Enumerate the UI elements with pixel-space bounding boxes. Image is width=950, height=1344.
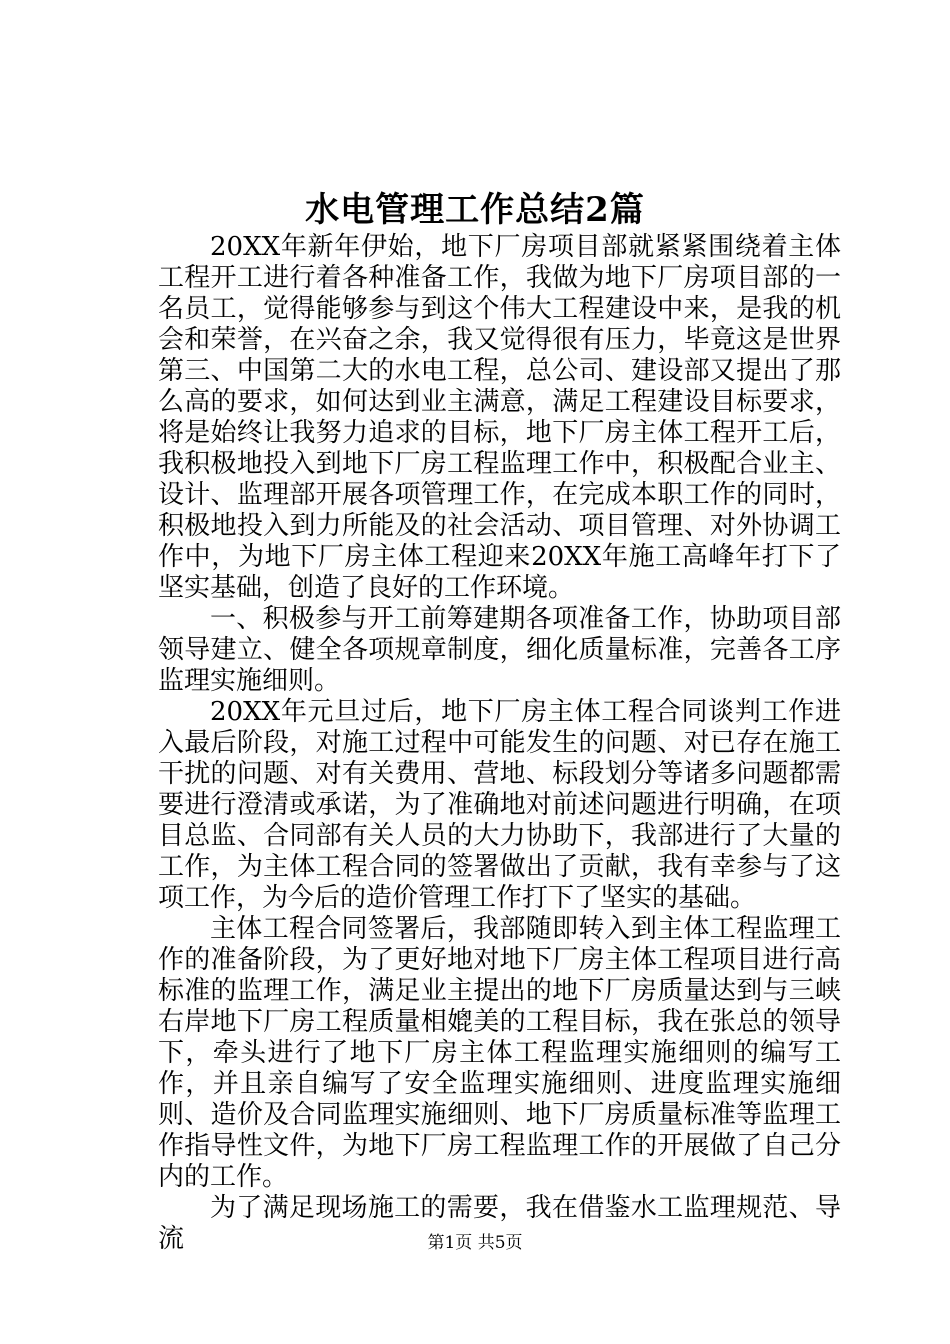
paragraph-4: 主体工程合同签署后，我部随即转入到主体工程监理工作的准备阶段，为了更好地对地下厂房主体工程项目进行高标准的监理工作，满足业主提出的地下厂房质量达到与三峡右岸地下厂房工程质量相媲美的工程目标，我在张总的领导下，牵头进行了地下厂房主体工程监理实施细则的编写工作，并且亲自编写了安全监理实施细则、进度监理实施细则、造价及合同监理实施细则、地下厂房质量标准等监理工作指导性文件，为地下厂房工程监理工作的开展做了自己分内的工作。 bbox=[158, 914, 841, 1192]
paragraph-5: 为了满足现场施工的需要，我在借鉴水工监理规范、导流 bbox=[158, 1193, 841, 1254]
document-body bbox=[158, 232, 841, 1255]
paragraph-3: 20XX年元旦过后，地下厂房主体工程合同谈判工作进入最后阶段，对施工过程中可能发生的问题、对已存在施工干扰的问题、对有关费用、营地、标段划分等诸多问题都需要进行澄清或承诺，为了准确地对前述问题进行明确，在项目总监、合同部有关人员的大力协助下，我部进行了大量的工作，为主体工程合同的签署做出了贡献，我有幸参与了这项工作，为今后的造价管理工作打下了坚实的基础。 bbox=[158, 697, 841, 913]
paragraph-2: 一、积极参与开工前筹建期各项准备工作，协助项目部领导建立、健全各项规章制度，细化质量标准，完善各工序监理实施细则。 bbox=[158, 604, 841, 696]
page-footer: 第1页 共5页 bbox=[427, 1233, 523, 1253]
paragraph-1: 20XX年新年伊始，地下厂房项目部就紧紧围绕着主体工程开工进行着各种准备工作，我做为地下厂房项目部的一名员工，觉得能够参与到这个伟大工程建设中来，是我的机会和荣誉，在兴奋之余，我又觉得很有压力，毕竟这是世界第三、中国第二大的水电工程，总公司、建设部又提出了那么高的要求，如何达到业主满意，满足工程建设目标要求，将是始终让我努力追求的目标，地下厂房主体工程开工后，我积极地投入到地下厂房工程监理工作中，积极配合业主、设计、监理部开展各项管理工作，在完成本职工作的同时，积极地投入到力所能及的社会活动、项目管理、对外协调工作中，为地下厂房主体工程迎来20XX年施工高峰年打下了坚实基础，创造了良好的工作环境。 bbox=[158, 232, 841, 603]
document-title: 水电管理工作总结2篇 bbox=[305, 190, 645, 230]
